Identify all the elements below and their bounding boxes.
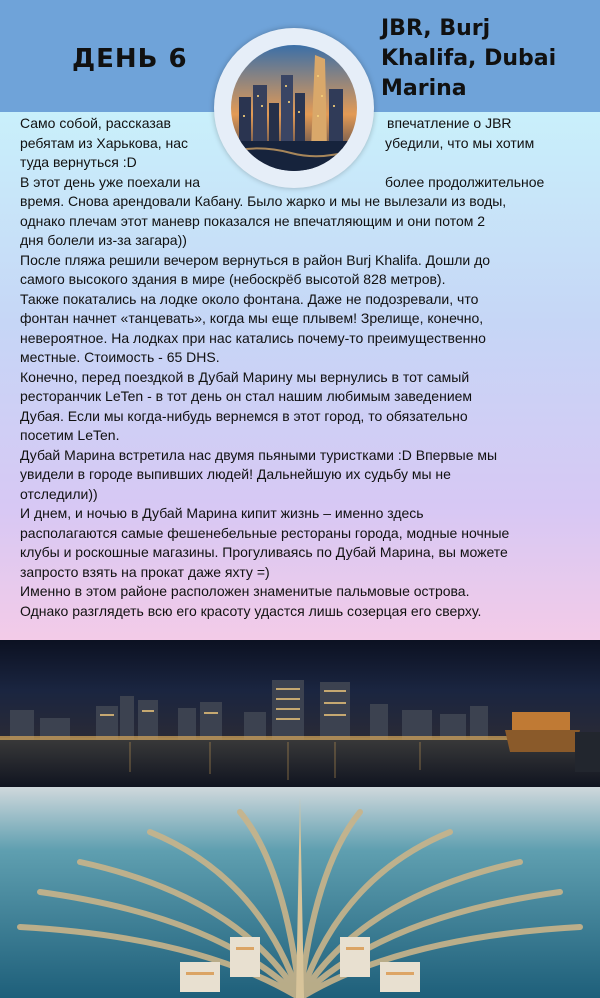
paragraph <box>20 251 585 290</box>
text-line: располагаются самые фешенебельные рестораны города, модные ночные <box>20 524 510 541</box>
article-body <box>20 114 585 621</box>
text-line: Конечно, перед поездкой в Дубай Марину мы вернулись в тот самый <box>20 368 470 385</box>
paragraph <box>20 504 585 582</box>
dubai-marina-photo <box>231 45 357 171</box>
palm-island-photo <box>0 787 600 998</box>
text-line: Однако разглядеть всю его красоту удастся лишь созерцая его сверху. <box>20 602 482 619</box>
text-line: дня болели из-за загара)) <box>20 232 187 248</box>
text-line-left: ребятам из Харькова, нас <box>20 134 189 151</box>
text-line: Именно в этом районе расположен знаменитые пальмовые острова. <box>20 583 470 599</box>
night-skyline-photo <box>0 640 600 787</box>
text-line: Дубая. Если мы когда-нибудь вернемся в этот город, то обязательно <box>20 407 468 424</box>
text-line: И днем, и ночью в Дубай Марина кипит жизнь – именно здесь <box>20 505 424 521</box>
text-line: самого высокого здания в мире (небоскрёб высотой 828 метров). <box>20 271 446 287</box>
text-line-right: убедили, что мы хотим <box>385 134 535 151</box>
text-line-left: Само собой, рассказав <box>20 115 171 131</box>
text-line: Дубай Марина встретила нас двумя пьяными туристками :D Впервые мы <box>20 446 498 463</box>
paragraph <box>20 368 585 446</box>
text-line: невероятное. На лодках при нас катались почему-то преимущественно <box>20 329 486 346</box>
text-line-right: более продолжительное <box>385 173 545 190</box>
text-line: Также покатались на лодке около фонтана. Даже не подозревали, что <box>20 290 479 307</box>
location-title-line: JBR, Burj <box>381 16 491 41</box>
text-line: отследили)) <box>20 485 98 502</box>
text-line: посетим LeTen. <box>20 427 120 443</box>
text-line: клубы и роскошные магазины. Прогуливаясь по Дубай Марина, вы можете <box>20 544 508 560</box>
paragraph <box>20 446 585 505</box>
location-title-line: Marina <box>381 76 467 101</box>
location-title <box>381 14 596 104</box>
text-line: После пляжа решили вечером вернуться в район Burj Khalifa. Дошли до <box>20 251 491 268</box>
text-line-left: В этот день уже поехали на <box>20 173 201 190</box>
location-title-line: Khalifa, Dubai <box>381 46 557 71</box>
text-line: ресторанчик LeTen - в тот день он стал нашим любимым заведением <box>20 388 473 404</box>
text-line: туда вернуться :D <box>20 154 137 170</box>
text-line: запросто взять на прокат даже яхту =) <box>20 563 270 580</box>
paragraph <box>20 582 585 621</box>
text-line: местные. Стоимость - 65 DHS. <box>20 349 220 365</box>
paragraph <box>20 290 585 368</box>
text-line: однако плечам этот маневр показался не впечатляющим и они потом 2 <box>20 212 486 229</box>
text-line: увидели в городе выпивших людей! Дальнейшую их судьбу мы не <box>20 466 451 482</box>
text-line: время. Снова арендовали Кабану. Было жарко и мы не вылезали из воды, <box>20 193 507 209</box>
text-line-right: впечатление о JBR <box>387 115 512 131</box>
day-title: ДЕНЬ 6 <box>72 44 188 74</box>
text-line: фонтан начнет «танцевать», когда мы еще плывем! Зрелище, конечно, <box>20 310 484 326</box>
